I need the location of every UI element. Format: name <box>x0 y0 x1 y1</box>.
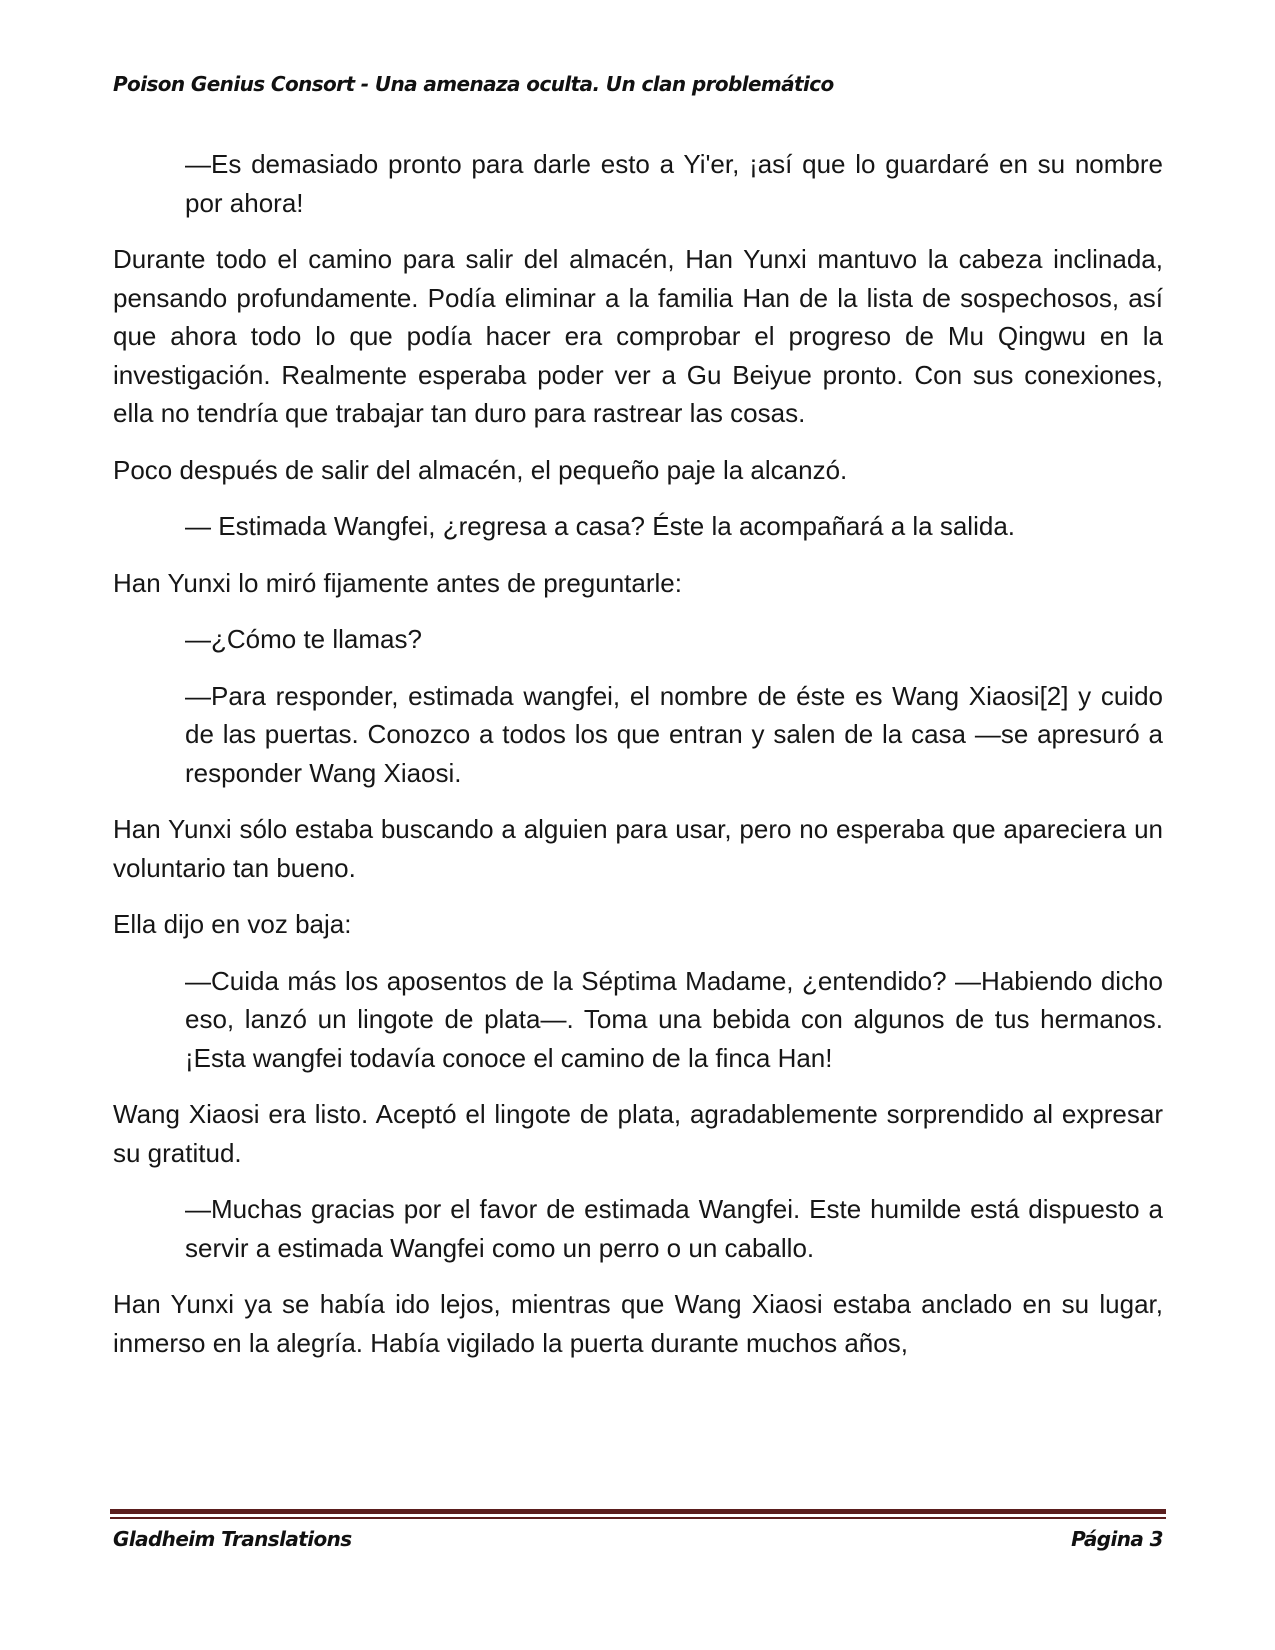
paragraph-narration: Han Yunxi lo miró fijamente antes de preguntarle: <box>113 567 682 598</box>
paragraph-dialogue: —Cuida más los aposentos de la Séptima Madame, ¿entendido? —Habiendo dicho eso, lanzó un lingote de plata—. Toma una bebida con algunos de tus hermanos. ¡Esta wangfei todavía conoce el camino de la finca Han! <box>185 965 1163 1073</box>
footer-page-number: Página 3 <box>1071 1527 1163 1551</box>
footer-translator-credit: Gladheim Translations <box>113 1527 352 1551</box>
running-header: Poison Genius Consort - Una amenaza oculta. Un clan problemático <box>113 72 834 96</box>
paragraph-dialogue: —Es demasiado pronto para darle esto a Yi'er, ¡así que lo guardaré en su nombre por ahora! <box>185 149 1163 218</box>
paragraph-narration: Durante todo el camino para salir del almacén, Han Yunxi mantuvo la cabeza inclinada, pensando profundamente. Podía eliminar a la familia Han de la lista de sospechosos, así que ahora todo lo que podía hacer era comprobar el progreso de Mu Qingwu en la investigación. Realmente esperaba poder ver a Gu Beiyue pronto. Con sus conexiones, ella no tendría que trabajar tan duro para rastrear las cosas. <box>113 244 1163 428</box>
paragraph-narration: Ella dijo en voz baja: <box>113 909 352 939</box>
footer-divider-thin <box>110 1517 1166 1519</box>
paragraph-narration: Wang Xiaosi era listo. Aceptó el lingote de plata, agradablemente sorprendido al expresar su gratitud. <box>113 1099 1163 1168</box>
footer-divider <box>110 1509 1166 1514</box>
paragraph-dialogue: —Para responder, estimada wangfei, el nombre de éste es Wang Xiaosi[2] y cuido de las puertas. Conozco a todos los que entran y salen de la casa —se apresuró a responder Wang Xiaosi. <box>185 680 1163 788</box>
paragraph-dialogue: —Muchas gracias por el favor de estimada Wangfei. Este humilde está dispuesto a servir a estimada Wangfei como un perro o un caballo. <box>185 1194 1163 1263</box>
paragraph-narration: Han Yunxi ya se había ido lejos, mientras que Wang Xiaosi estaba anclado en su lugar, inmerso en la alegría. Había vigilado la puerta durante muchos años, <box>113 1289 1163 1358</box>
paragraph-narration: Han Yunxi sólo estaba buscando a alguien para usar, pero no esperaba que apareciera un voluntario tan bueno. <box>113 814 1163 883</box>
paragraph-narration: Poco después de salir del almacén, el pequeño paje la alcanzó. <box>113 454 848 485</box>
paragraph-dialogue: — Estimada Wangfei, ¿regresa a casa? Éste la acompañará a la salida. <box>185 511 1016 541</box>
body-text <box>113 145 1163 1362</box>
paragraph-dialogue: —¿Cómo te llamas? <box>185 624 422 654</box>
